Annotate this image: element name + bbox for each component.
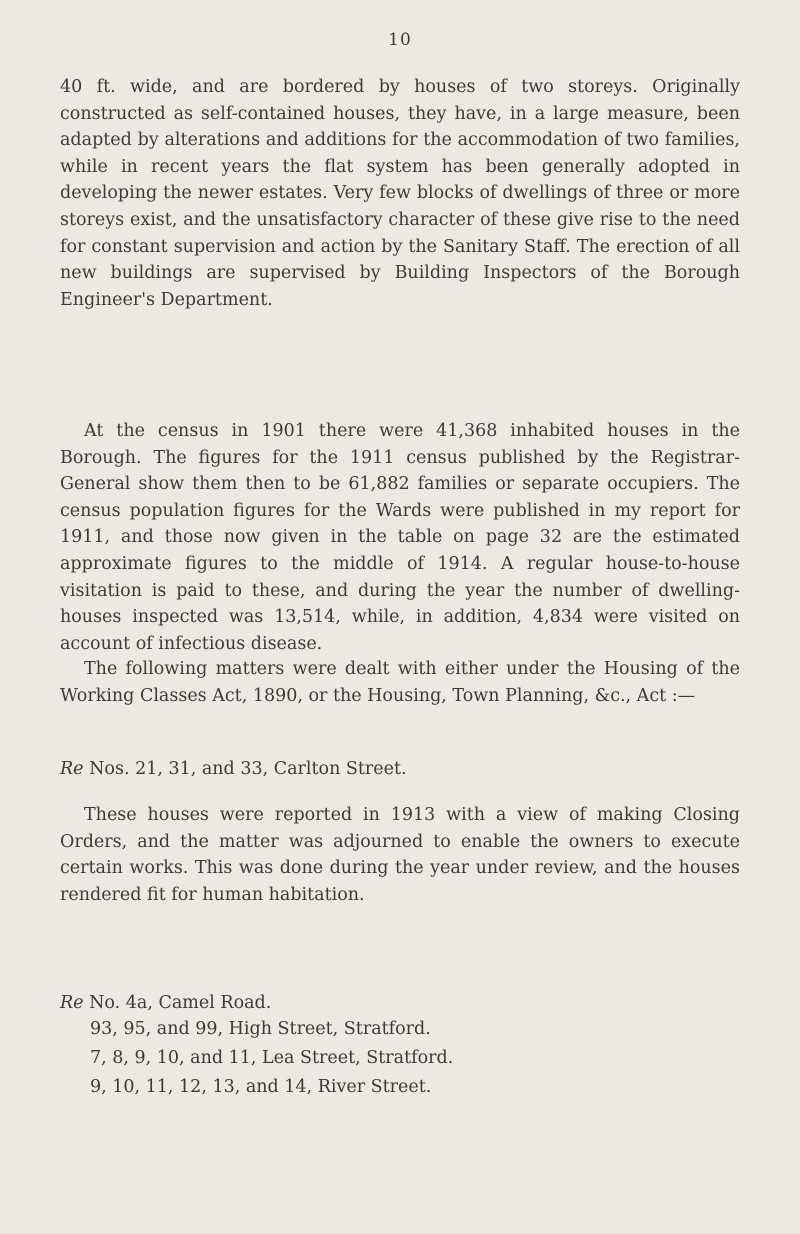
heading-carlton-street [60, 756, 740, 783]
paragraph-closing-orders [60, 802, 740, 908]
heading-text: No. 4a, Camel Road. [83, 993, 272, 1013]
paragraph-text: 40 ft. wide, and are bordered by houses of two storeys. Originally constructed as self-contained houses, they have, in a large measure, been adapted by alterations and additions for the accommodation of two families, while in recent years the flat system has been generally adopted in developing the newer estates. Very few blocks of dwellings of three or more storeys exist, and the unsatisfactory character of these give rise to the need for constant supervision and action by the Sanitary Staff. The erection of all new buildings are supervised by Building Inspectors of the Borough Engineer's Department. [60, 77, 740, 310]
re-label: Re [60, 759, 84, 779]
paragraph-census [60, 418, 740, 657]
address-item: 93, 95, and 99, High Street, Stratford. [90, 1019, 431, 1039]
paragraph-housing-description [60, 74, 740, 313]
heading-camel-road [60, 990, 740, 1017]
paragraph-text: At the census in 1901 there were 41,368 inhabited houses in the Borough. The figures for the 1911 census published by the Registrar-General show them then to be 61,882 families or separate occupiers. The census population figures for the Wards were published in my report for 1911, and those now given in the table on page 32 are the estimated approximate figures to the middle of 1914. A regular house-to-house visitation is paid to these, and during the year the number of dwelling-houses inspected was 13,514, while, in addition, 4,834 were visited on account of infectious disease. [60, 421, 740, 654]
address-item: 7, 8, 9, 10, and 11, Lea Street, Stratford. [90, 1048, 454, 1068]
heading-line [60, 990, 740, 1017]
paragraph-text: The following matters were dealt with either under the Housing of the Working Classes Act, 1890, or the Housing, Town Planning, &c., Act :— [60, 659, 740, 706]
page-number: 10 [388, 30, 412, 50]
re-label: Re [60, 993, 84, 1013]
paragraph-housing-acts [60, 656, 740, 709]
paragraph-text: These houses were reported in 1913 with a view of making Closing Orders, and the matter was adjourned to enable the owners to execute certain works. This was done during the year under review, and the houses rendered fit for human habitation. [60, 805, 740, 905]
heading-text: Nos. 21, 31, and 33, Carlton Street. [83, 759, 407, 779]
heading-line [60, 756, 740, 783]
address-item: 9, 10, 11, 12, 13, and 14, River Street. [90, 1077, 432, 1097]
